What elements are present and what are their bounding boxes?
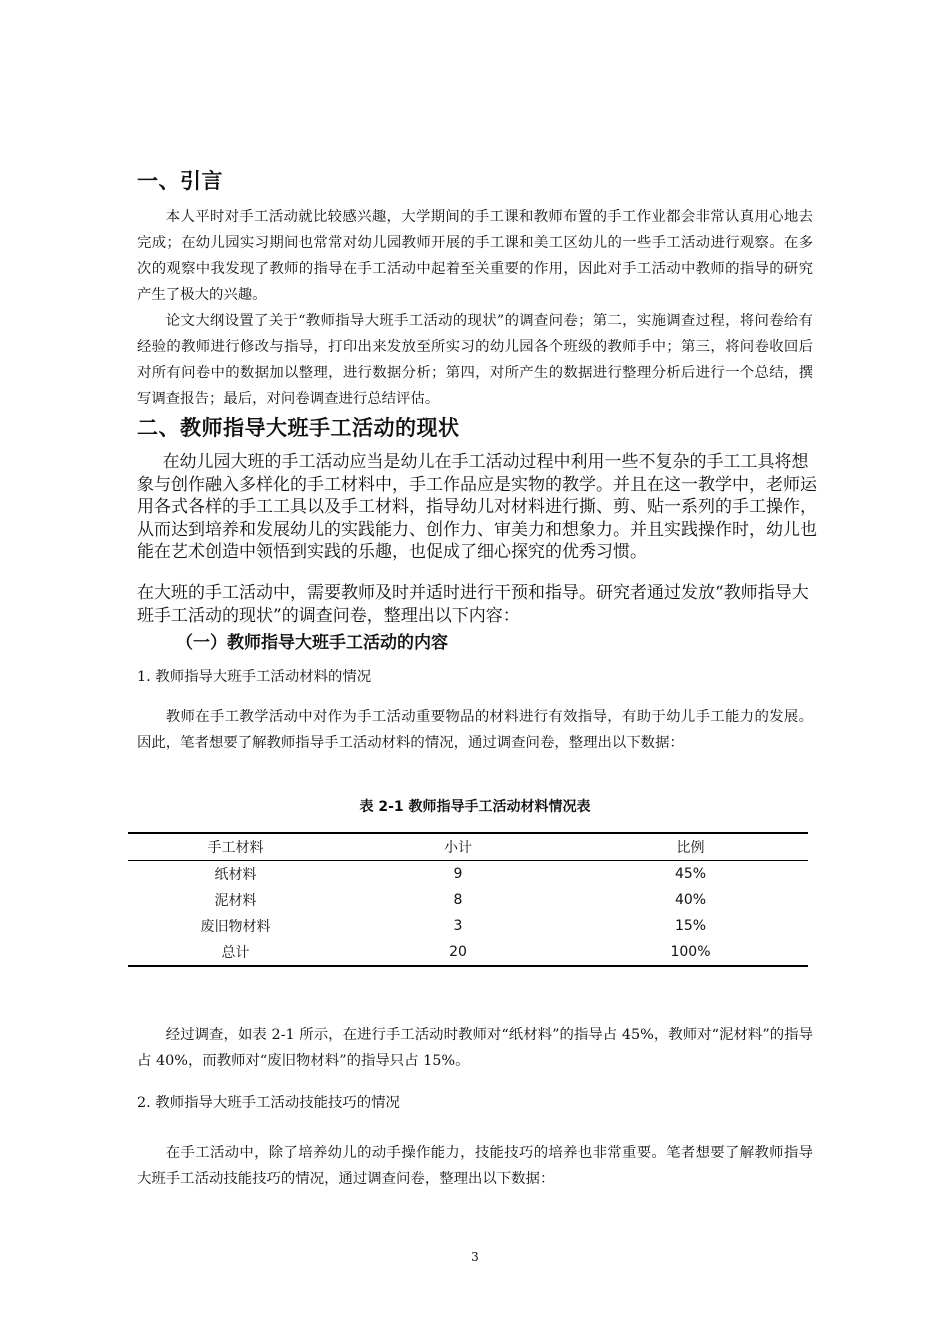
table-row xyxy=(128,861,808,888)
table-row xyxy=(128,887,808,913)
table-header-row xyxy=(128,833,808,861)
table-cell: 纸材料 xyxy=(214,867,257,883)
table-cell: 20 xyxy=(449,944,467,960)
table-header-cell: 比例 xyxy=(676,840,705,856)
intro-paragraph-2: 论文大纲设置了关于“教师指导大班手工活动的现状”的调查问卷；第二，实施调查过程，将问卷给有经验的教师进行修改与指导，打印出来发放至所实习的幼儿园各个班级的教师手中；第三，将问卷收回后对所有问卷中的数据加以整理，进行数据分析；第四，对所产生的数据进行整理分析后进行一个总结，撰写调查报告；最后，对问卷调查进行总结评估。 xyxy=(137,313,813,407)
table-cell: 15% xyxy=(674,918,707,934)
status-paragraph-2: 在大班的手工活动中，需要教师及时并适时进行干预和指导。研究者通过发放“教师指导大班手工活动的现状”的调查问卷，整理出以下内容： xyxy=(137,583,809,626)
table-header-cell: 小计 xyxy=(444,840,472,856)
table-cell: 总计 xyxy=(221,945,250,961)
status-paragraph-1: 在幼儿园大班的手工活动应当是幼儿在手工活动过程中利用一些不复杂的手工工具将想象与创作融入多样化的手工材料中，手工作品应是实物的教学。并且在这一教学中，老师运用各式各样的手工工具以及手工材料，指导幼儿对材料进行撕、剪、贴一系列的手工操作，从而达到培养和发展幼儿的实践能力、创作力、审美力和想象力。并且实践操作时，幼儿也能在艺术创造中领悟到实践的乐趣，也促成了细心探究的优秀习惯。 xyxy=(137,452,817,562)
table-cell: 8 xyxy=(453,892,463,908)
table-cell: 废旧物材料 xyxy=(200,919,271,935)
table-cell: 9 xyxy=(453,866,463,882)
table-cell: 泥材料 xyxy=(214,893,257,909)
table-cell: 45% xyxy=(674,866,707,882)
materials-table xyxy=(128,832,808,967)
item-1-paragraph: 教师在手工教学活动中对作为手工活动重要物品的材料进行有效指导，有助于幼儿手工能力的发展。因此，笔者想要了解教师指导手工活动材料的情况，通过调查问卷，整理出以下数据： xyxy=(137,709,813,751)
table-row xyxy=(128,913,808,939)
item-2-paragraph: 在手工活动中，除了培养幼儿的动手操作能力，技能技巧的培养也非常重要。笔者想要了解教师指导大班手工活动技能技巧的情况，通过调查问卷，整理出以下数据： xyxy=(137,1145,813,1187)
table-cell: 100% xyxy=(670,944,711,960)
sub-heading-content: （一）教师指导大班手工活动的内容 xyxy=(176,633,448,653)
item-2-title: 2. 教师指导大班手工活动技能技巧的情况 xyxy=(137,1095,400,1111)
section-heading-status: 二、教师指导大班手工活动的现状 xyxy=(137,416,460,440)
item-1-title: 1. 教师指导大班手工活动材料的情况 xyxy=(137,669,372,685)
table-caption: 表 2-1 教师指导手工活动材料情况表 xyxy=(359,799,591,815)
table-cell: 3 xyxy=(453,918,463,934)
table-cell: 40% xyxy=(674,892,707,908)
section-heading-intro: 一、引言 xyxy=(137,169,223,193)
intro-paragraph-1: 本人平时对手工活动就比较感兴趣，大学期间的手工课和教师布置的手工作业都会非常认真用心地去完成；在幼儿园实习期间也常常对幼儿园教师开展的手工课和美工区幼儿的一些手工活动进行观察。在多次的观察中我发现了教师的指导在手工活动中起着至关重要的作用，因此对手工活动中教师的指导的研究产生了极大的兴趣。 xyxy=(137,209,813,303)
table-row-total xyxy=(128,939,808,966)
page-number: 3 xyxy=(471,1250,479,1264)
after-table-paragraph: 经过调查，如表 2-1 所示，在进行手工活动时教师对“纸材料”的指导占 45%，教师对“泥材料”的指导占 40%，而教师对“废旧物材料”的指导只占 15%。 xyxy=(137,1027,813,1069)
table-header-cell: 手工材料 xyxy=(207,840,264,856)
